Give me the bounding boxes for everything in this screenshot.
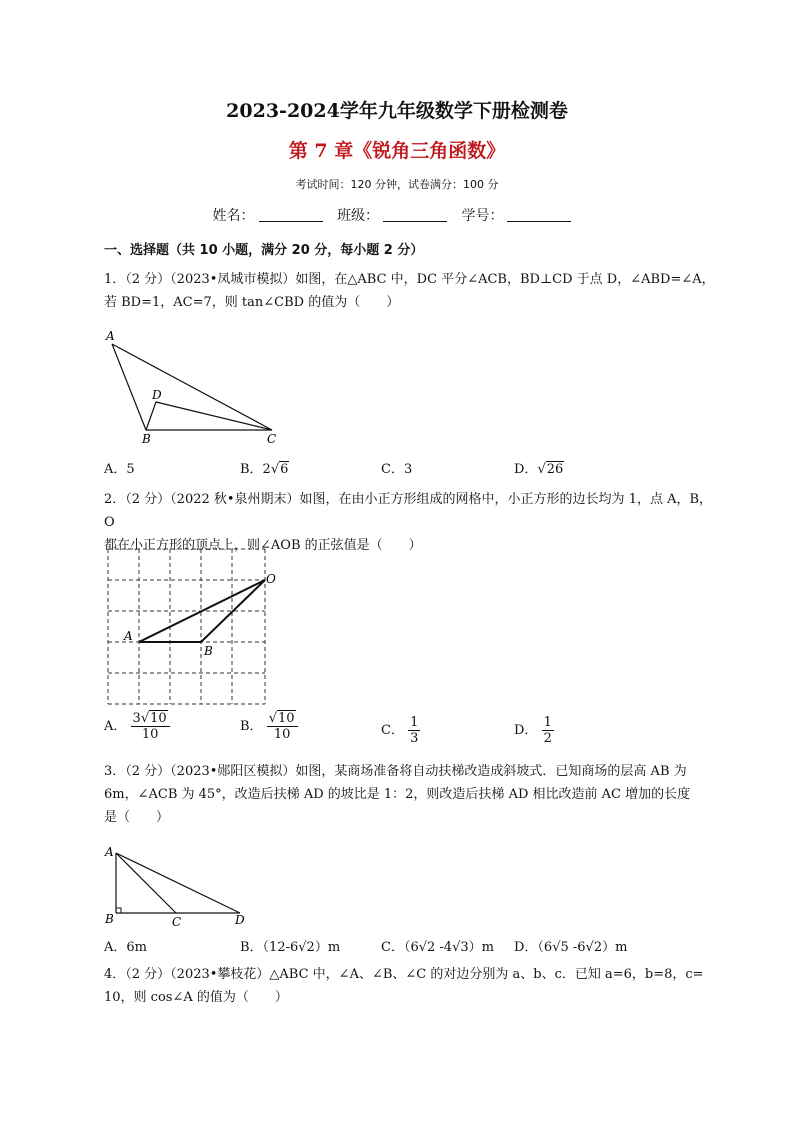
q2-option-a-denominator: 10	[141, 727, 159, 742]
name-label: 姓名：	[212, 208, 255, 224]
id-blank	[507, 207, 571, 222]
q2-option-a-fraction: $\frac{3√10}{10}$	[131, 711, 170, 742]
label-a: A	[106, 329, 115, 343]
q1-option-d[interactable]: D．√26	[514, 462, 564, 477]
label-a: A	[105, 845, 114, 859]
grid-lines	[108, 549, 265, 704]
question-2-line-1: 2．（2 分）（2022 秋•泉州期末）如图，在由小正方形组成的网格中，小正方形的边长均为 1，点 A，B，O	[104, 492, 713, 530]
q2-option-b[interactable]	[240, 711, 298, 742]
q2-option-c-numerator: 1	[410, 715, 419, 730]
q1-option-b[interactable]: B．2√6	[240, 462, 289, 477]
question-3	[104, 760, 716, 829]
question-3-figure	[100, 842, 260, 932]
question-4	[104, 963, 716, 1009]
question-3-line-2: 6m，∠ACB 为 45°，改造后扶梯 AD 的坡比是 1：2，则改造后扶梯 AD 相比改造前 AC 增加的长度	[104, 787, 691, 802]
q2-option-c-fraction	[408, 715, 420, 746]
q2-option-c-prefix: C．	[381, 723, 404, 738]
question-1-line-2: 若 BD=1，AC=7，则 tan∠CBD 的值为（ ）	[104, 295, 400, 310]
label-o: O	[266, 572, 276, 586]
q2-option-d-numerator: 1	[543, 715, 552, 730]
segment-ac	[116, 853, 176, 913]
q1-option-d-prefix: D．	[514, 462, 538, 477]
q2-option-b-radicand: 10	[278, 711, 295, 726]
q3-option-d[interactable]: D．（6√5 -6√2）m	[514, 940, 628, 955]
label-a: A	[124, 629, 133, 643]
question-1	[104, 268, 716, 314]
label-d: D	[235, 913, 245, 927]
id-label: 学号：	[461, 208, 504, 224]
q2-option-d[interactable]	[514, 715, 554, 746]
question-2-grid-figure	[100, 543, 290, 708]
triangle-abc	[112, 344, 272, 430]
q3-option-a[interactable]: A．6m	[104, 940, 147, 955]
segment-ad	[116, 853, 240, 913]
label-b: B	[142, 432, 151, 446]
label-b: B	[204, 644, 213, 658]
section-heading: 一、选择题（共 10 小题，满分 20 分，每小题 2 分）	[104, 243, 424, 258]
q1-option-d-radicand: 26	[546, 462, 564, 477]
segments-bd-dc	[146, 402, 272, 430]
q1-option-b-prefix: B．2	[240, 462, 271, 477]
q2-option-b-denominator: 10	[273, 727, 291, 742]
label-c: C	[172, 915, 182, 929]
student-info-fields	[0, 205, 794, 225]
question-4-line-2: 10，则 cos∠A 的值为（ ）	[104, 990, 288, 1005]
right-angle-mark	[116, 908, 121, 913]
question-1-line-1: 1．（2 分）（2023•凤城市模拟）如图，在△ABC 中，DC 平分∠ACB，BD⊥CD 于点 D，∠ABD=∠A，	[104, 272, 715, 287]
label-c: C	[267, 432, 277, 446]
q2-option-c-denominator: 3	[410, 731, 419, 746]
chapter-title: 第 7 章《锐角三角函数》	[288, 140, 506, 162]
q2-option-a[interactable]	[104, 711, 170, 742]
q1-option-a[interactable]: A．5	[104, 462, 135, 477]
class-blank	[383, 207, 447, 222]
q2-option-b-prefix: B．	[240, 719, 263, 734]
q3-option-c[interactable]: C．（6√2 -4√3）m	[381, 940, 494, 955]
q2-option-d-fraction	[542, 715, 554, 746]
q2-option-c[interactable]	[381, 715, 420, 746]
name-blank	[259, 207, 323, 222]
q1-option-b-radicand: 6	[280, 462, 289, 477]
question-2-line-2: 都在小正方形的顶点上，则∠AOB 的正弦值是（ ）	[104, 538, 422, 553]
label-b: B	[105, 912, 114, 926]
q2-option-a-prefix: A．	[104, 719, 127, 734]
q2-option-a-coefficient: 3	[132, 711, 141, 726]
question-3-line-3: 是（ ）	[104, 810, 170, 825]
page-title: 2023-2024学年九年级数学下册检测卷	[226, 100, 568, 122]
q2-option-d-prefix: D．	[514, 723, 538, 738]
question-4-line-1: 4．（2 分）（2023•攀枝花）△ABC 中，∠A、∠B、∠C 的对边分别为 a、b、c．已知 a=6，b=8，c=	[104, 967, 704, 982]
exam-meta: 考试时间：120 分钟，试卷满分：100 分	[295, 178, 499, 191]
question-3-line-1: 3．（2 分）（2023•郧阳区模拟）如图，某商场准备将自动扶梯改造成斜坡式．已知商场的层高 AB 为	[104, 764, 687, 779]
q1-option-c[interactable]: C．3	[381, 462, 413, 477]
question-1-figure	[100, 326, 290, 448]
q2-option-d-denominator: 2	[543, 731, 552, 746]
q2-option-b-fraction: $\frac{√10}{10}$	[267, 711, 298, 742]
class-label: 班级：	[337, 208, 379, 224]
label-d: D	[152, 388, 162, 402]
q3-option-b[interactable]: B．（12-6√2）m	[240, 940, 341, 955]
q2-option-a-radicand: 10	[150, 711, 167, 726]
